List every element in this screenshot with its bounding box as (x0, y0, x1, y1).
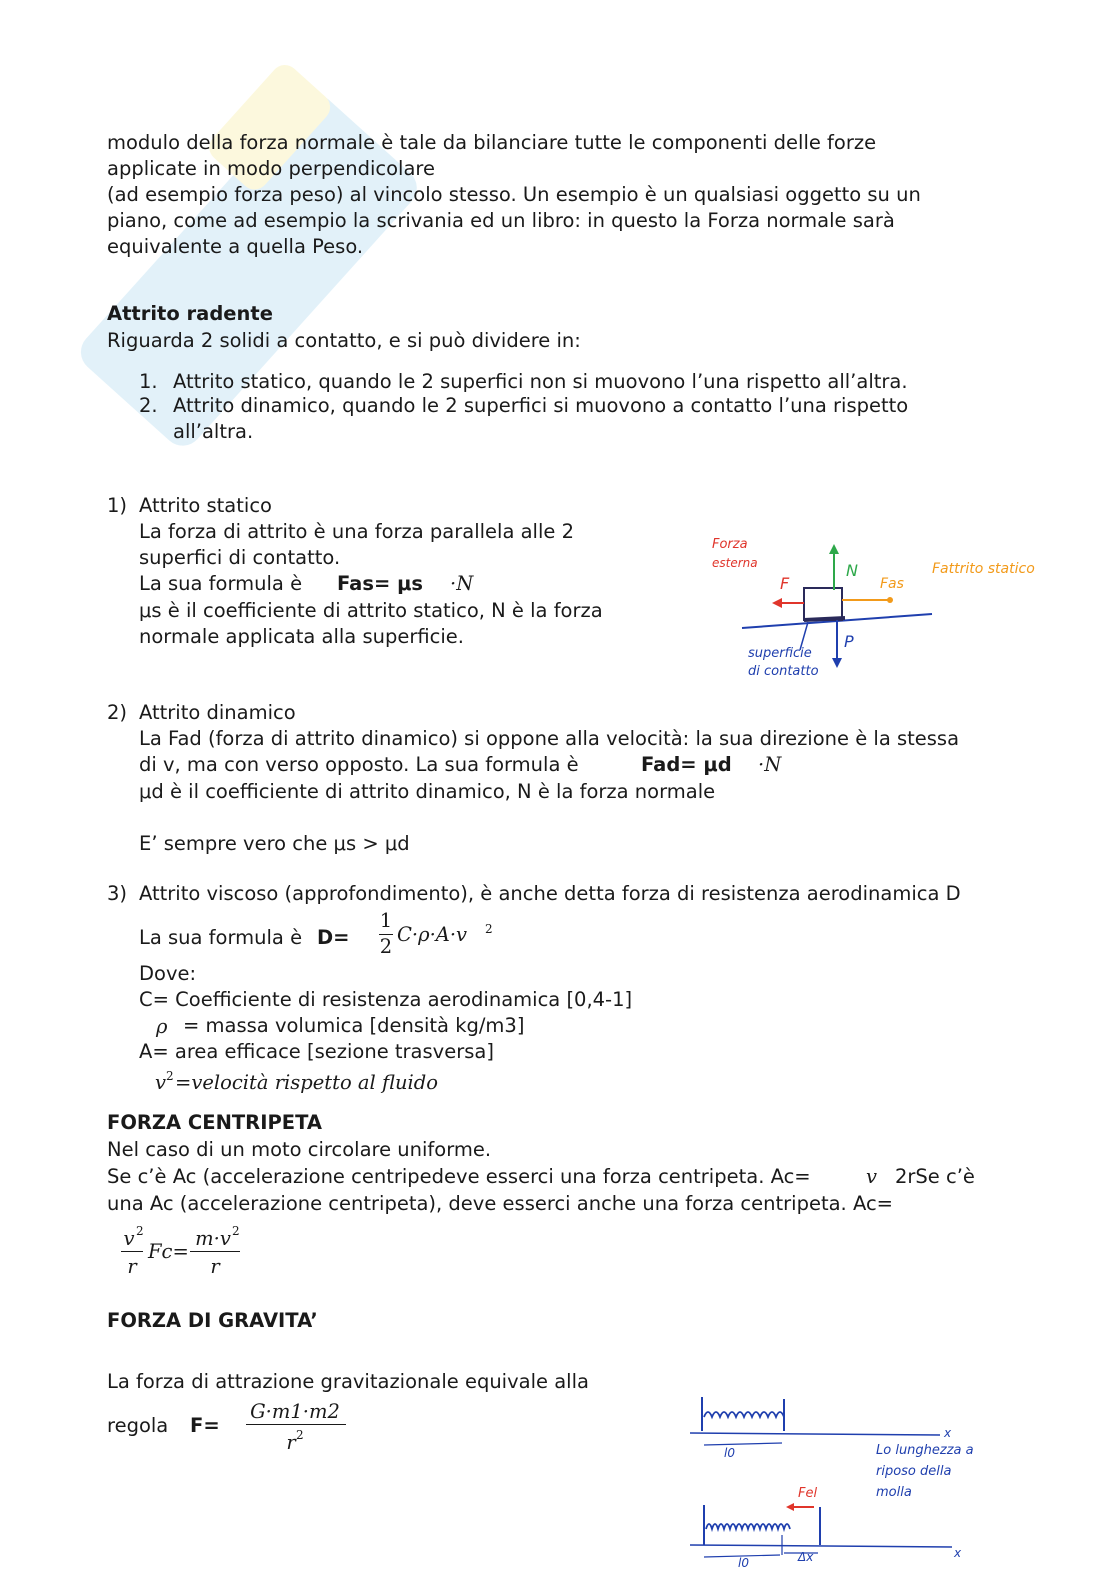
centripeta-frac2-line (190, 1251, 240, 1252)
dinamico-formula-bold: Fad= μd (641, 753, 732, 776)
intro-line-2: applicate in modo perpendicolare (107, 157, 435, 180)
viscoso-frac-den: 2 (379, 935, 393, 958)
dinamico-title: Attrito dinamico (139, 701, 296, 724)
heading-attrito-radente: Attrito radente (107, 302, 273, 325)
statico-title: Attrito statico (139, 494, 272, 517)
label-fattrito-statico: Fattrito statico (932, 561, 1035, 577)
statico-line-1: La forza di attrito è una forza parallela alle 2 (139, 520, 574, 543)
dinamico-line-4: E’ sempre vero che μs > μd (139, 832, 410, 855)
label-P: P (844, 632, 854, 651)
label-superficie: superficie (748, 646, 812, 661)
gravita-line-1: La forza di attrazione gravitazionale equivale alla (107, 1370, 589, 1393)
centripeta-frac1-line (121, 1251, 143, 1252)
label-forza: Forza (712, 537, 748, 552)
spring-dx-label: Δx (798, 1550, 814, 1564)
statico-line-5: normale applicata alla superficie. (139, 625, 464, 648)
intro-line-5: equivalente a quella Peso. (107, 235, 364, 258)
weight-arrowhead (832, 658, 842, 668)
dinamico-num: 2) (107, 701, 128, 724)
centripeta-fc: Fc= (148, 1240, 189, 1263)
centripeta-line-1: Nel caso di un moto circolare uniforme. (107, 1138, 492, 1161)
centripeta-line-2b: 2rSe c’è (895, 1165, 975, 1188)
normal-arrowhead (829, 544, 839, 554)
intro-line-4: piano, come ad esempio la scrivania ed un libro: in questo la Forza normale sarà (107, 209, 895, 232)
centripeta-line-2-v: v (866, 1165, 878, 1188)
label-Fas: Fas (880, 576, 904, 592)
spring-top (704, 1412, 784, 1417)
spring-fel-label: Fel (798, 1486, 818, 1501)
viscoso-title: Attrito viscoso (approfondimento), è anche detta forza di resistenza aerodinamica D (139, 882, 961, 905)
dinamico-line-3: μd è il coefficiente di attrito dinamico, N è la forza normale (139, 780, 716, 803)
list-num-1: 1. (139, 370, 158, 393)
list-item-2: Attrito dinamico, quando le 2 superfici si muovono a contatto l’una rispetto (173, 394, 909, 417)
statico-line-4: μs è il coefficiente di attrito statico, N è la forza (139, 599, 603, 622)
list-num-2: 2. (139, 394, 158, 417)
statico-num: 1) (107, 494, 128, 517)
heading-forza-gravita: FORZA DI GRAVITA’ (107, 1309, 318, 1332)
centripeta-frac1-num: v (123, 1227, 135, 1250)
dinamico-formula-math: ·N (758, 753, 782, 776)
label-di-contatto: di contatto (748, 664, 819, 679)
contact-surface (804, 618, 845, 620)
viscoso-c-line: C= Coefficiente di resistenza aerodinamica [0,4-1] (139, 988, 633, 1011)
watermark-logo (20, 40, 500, 520)
gravita-formula-bold: F= (190, 1414, 220, 1437)
spring-x-bottom: x (954, 1546, 962, 1560)
centripeta-line-2a: Se c’è Ac (accelerazione centripedeve esserci una forza centripeta. Ac= (107, 1165, 811, 1188)
statico-formula-bold: Fas= μs (337, 572, 424, 595)
viscoso-a-line: A= area efficace [sezione trasversa] (139, 1040, 494, 1063)
viscoso-rho-line: = massa volumica [densità kg/m3] (183, 1014, 525, 1037)
block-rect (804, 588, 842, 620)
axis-top (690, 1433, 940, 1435)
statico-formula-prefix: La sua formula è (139, 572, 303, 595)
statico-line-2: superfici di contatto. (139, 546, 341, 569)
centripeta-frac1-den: r (127, 1255, 137, 1278)
friction-arrowhead (887, 597, 893, 603)
dinamico-line-1: La Fad (forza di attrito dinamico) si oppone alla velocità: la sua direzione è la stessa (139, 727, 960, 750)
list-item-1: Attrito statico, quando le 2 superfici non si muovono l’una rispetto all’altra. (173, 370, 908, 393)
spring-bottom (706, 1524, 790, 1529)
centripeta-frac2-exp: 2 (232, 1224, 240, 1238)
gravita-frac-num: G·m1·m2 (250, 1400, 340, 1423)
centripeta-frac1-exp: 2 (136, 1224, 144, 1238)
statico-formula-math: ·N (450, 572, 474, 595)
spring-note-2: riposo della (876, 1464, 952, 1479)
label-F: F (780, 574, 790, 593)
intro-line-3: (ad esempio forza peso) al vincolo stesso. Un esempio è un qualsiasi oggetto su un (107, 183, 921, 206)
centripeta-frac2-num: m·v (195, 1227, 231, 1250)
intro-line-1: modulo della forza normale è tale da bilanciare tutte le componenti delle forze (107, 131, 877, 154)
list-item-2-cont: all’altra. (173, 420, 254, 443)
viscoso-frac-num: 1 (379, 909, 393, 932)
rest-length-line (704, 1443, 782, 1445)
radente-intro: Riguarda 2 solidi a contatto, e si può dividere in: (107, 329, 581, 352)
spring-l0-top: l0 (724, 1446, 735, 1460)
viscoso-exp: 2 (485, 922, 493, 936)
label-N: N (846, 561, 858, 580)
centripeta-frac2-den: r (210, 1255, 220, 1278)
viscoso-formula-bold: D= (317, 926, 350, 949)
centripeta-line-3: una Ac (accelerazione centripeta), deve esserci anche una forza centripeta. Ac= (107, 1192, 894, 1215)
dinamico-line-2: di v, ma con verso opposto. La sua formula è (139, 753, 579, 776)
viscoso-dove: Dove: (139, 962, 197, 985)
spring-note-3: molla (876, 1485, 912, 1500)
axis-bottom (690, 1545, 952, 1547)
spring-l0-bottom: l0 (738, 1556, 749, 1570)
label-esterna: esterna (712, 556, 758, 570)
gravita-frac-exp: 2 (296, 1428, 304, 1442)
viscoso-v-symbol: v (155, 1071, 167, 1094)
viscoso-v-exp: 2 (166, 1069, 174, 1083)
external-arrowhead (772, 598, 782, 608)
heading-forza-centripeta: FORZA CENTRIPETA (107, 1111, 322, 1134)
viscoso-num: 3) (107, 882, 128, 905)
elastic-arrowhead (786, 1503, 794, 1511)
spring-x-top: x (944, 1426, 952, 1440)
viscoso-v-line: =velocità rispetto al fluido (175, 1071, 438, 1094)
viscoso-formula-tail: C·ρ·A·v (397, 923, 468, 946)
gravita-frac-den: r (286, 1431, 296, 1454)
gravita-regola: regola (107, 1414, 169, 1437)
viscoso-rho-symbol: ρ (156, 1015, 168, 1038)
spring-note-1: Lo lunghezza a (876, 1443, 974, 1458)
viscoso-formula-prefix: La sua formula è (139, 926, 303, 949)
